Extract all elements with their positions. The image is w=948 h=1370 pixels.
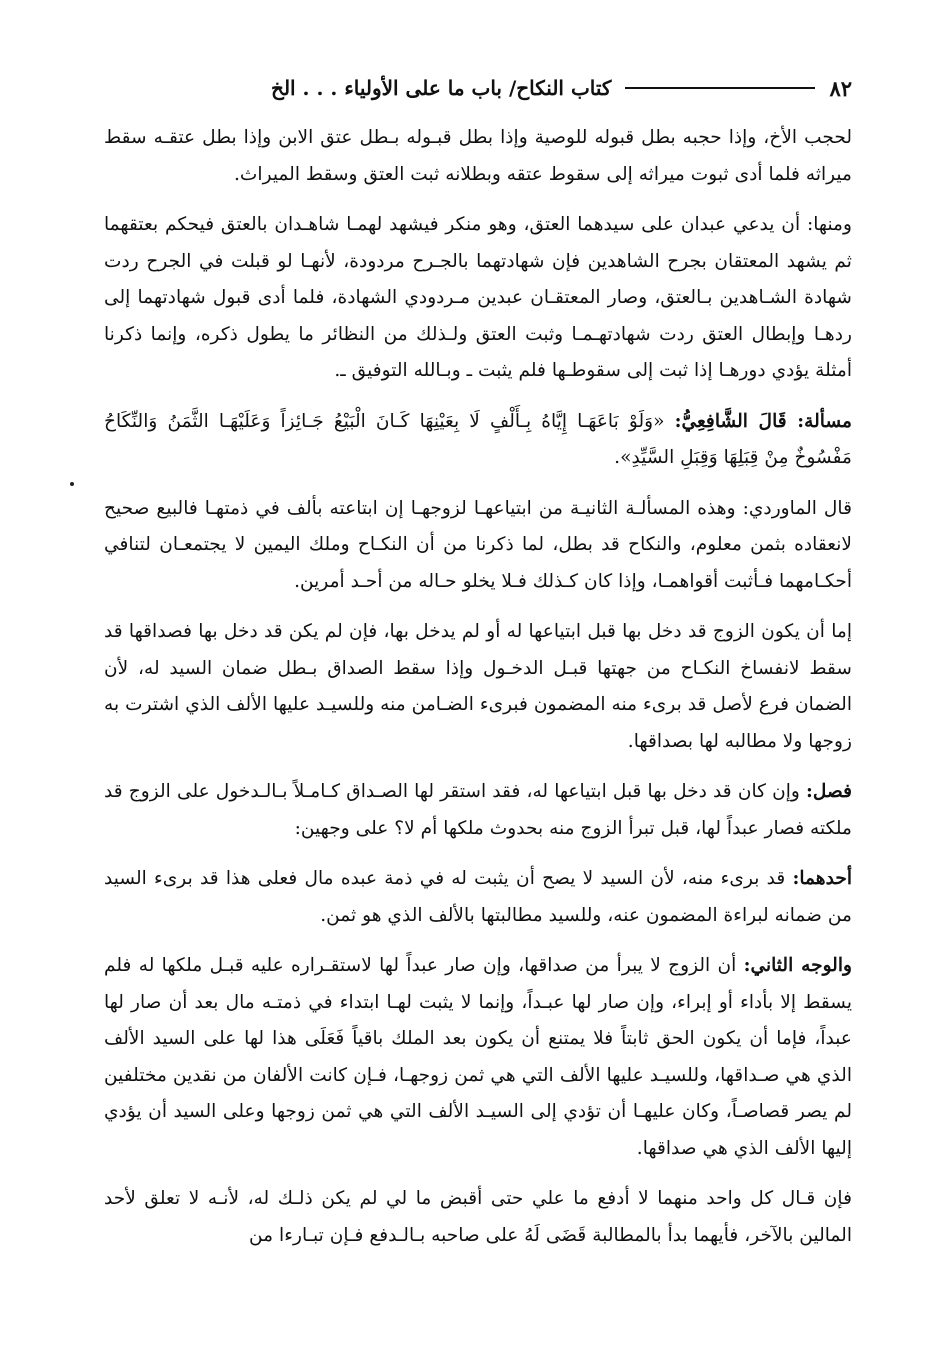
- paragraph: [104, 207, 852, 390]
- scan-speck: [70, 482, 74, 486]
- paragraph-lead: مسألة: قَالَ الشَّافِعِيُّ:: [674, 410, 852, 432]
- paragraph: [104, 948, 852, 1167]
- paragraph-lead: أحدهما:: [792, 868, 852, 889]
- paragraph-text: وإن كان قد دخل بها قبل ابتياعها له، فقد استقر لها الصـداق كـامـلاً بـالـدخول على الزوج قد ملكته فصار عبداً لها، قبل تبرأ الزوج منه بحدوث ملكها أم لا؟ على وجهين:: [104, 781, 852, 839]
- page-body: [104, 120, 852, 1254]
- page-number: ٨٢: [829, 75, 852, 101]
- paragraph-text: أن الزوج لا يبرأ من صداقها، وإن صار عبداً لها لاستقـراره عليه قبـل ملكها له فلم يسقط إلا بأداء أو إبراء، وإن صار لها عبـداً، وإنما لا يثبت لهـا ابتداء في ذمتـه مال بعد أن صار لها عبداً، فإما أن يكون الحق ثابتاً فلا يمتنع أن يكون بعد الملك باقياً فَعَلَى هذا لها على السيد الألف الذي هي صـداقها، وللسيـد عليها الألف التي هي ثمن زوجهـا، فـإن كانت الألفان من نقدين مختلفين لم يصر قصاصـاً، وكان عليهـا أن تؤدي إلى السيـد الألف التي هي ثمن زوجها وعلى السيد أن يؤدي إليها الألف الذي هي صداقها.: [104, 955, 852, 1159]
- paragraph: [104, 861, 852, 934]
- paragraph-text: ومنها: أن يدعي عبدان على سيدهما العتق، وهو منكر فيشهد لهمـا شاهـدان بالعتق فيحكم بعتقهما ثم يشهد المعتقان بجرح الشاهدين فإن شهادتهما بالجـرح مردودة، لأنهـا لو قبلت في الجرح ردت شهادة الشـاهدين بـالعتق، وصار المعتقـان عبدين مـردودي الشهادة، فلما أدى قبول شهادتهما إلى ردهـا وإبطال العتق ردت شهادتهـمـا وثبت العتق ولـذلك من النظائر ما يطول ذكره، وإنما ذكرنا أمثلة يؤدي دورهـا إذا ثبت إلى سقوطـها فلم يثبت ـ وبـالله التوفيق ـ.: [104, 214, 852, 381]
- paragraph: [104, 491, 852, 601]
- paragraph: [104, 614, 852, 760]
- paragraph-text: فإن قـال كل واحد منهما لا أدفع ما علي حتى أقبض ما لي لم يكن ذلـك له، لأنـه لا تعلق لأحد المالين بالآخر، فأيهما بدأ بالمطالبة قَضَى لَهُ على صاحبه بـالـدفع فـإن تبـارءا من: [104, 1188, 852, 1246]
- paragraph-lead: والوجه الثاني:: [743, 955, 852, 976]
- paragraph: [104, 1181, 852, 1254]
- paragraph: [104, 404, 852, 477]
- paragraph-text: لحجب الأخ، وإذا حجبه بطل قبوله للوصية وإذا بطل قبـوله بـطل عتق الابن وإذا بطل عتقـه سقط ميراثه فلما أدى ثبوت ميراثه إلى سقوط عتقه وبطلانه ثبت العتق وسقط الميراث.: [104, 127, 852, 185]
- paragraph-text: قال الماوردي: وهذه المسألـة الثانيـة من ابتياعهـا لزوجهـا إن ابتاعته بألف في ذمتهـا فالبيع صحيح لانعقاده بثمن معلوم، والنكاح قد بطل، لما ذكرنا من أن النكـاح وملك اليمين لا يجتمعـان لتنافي أحكـامهما فـأثبت أقواهمـا، وإذا كان كـذلك فـلا يخلو حـاله من أحـد أمرين.: [104, 497, 852, 592]
- paragraph: [104, 774, 852, 847]
- header-rule: [625, 87, 815, 89]
- paragraph-text: قد برىء منه، لأن السيد لا يصح أن يثبت له في ذمة عبده مال فعلى هذا قد برىء السيد من ضمانه لبراءة المضمون عنه، وللسيد مطالبتها بالألف الذي هو ثمن.: [104, 868, 852, 926]
- paragraph-text: إما أن يكون الزوج قد دخل بها قبل ابتياعها له أو لم يدخل بها، فإن لم يكن قد دخل بها فصداقها قد سقط لانفساخ النكـاح من جهتها قبـل الدخـول وإذا سقط الصداق بـطل ضمان السيد له، لأن الضمان فرع لأصل قد برىء منه المضمون فبرىء الضـامن منه وللسيـد عليها الألف الذي اشترت به زوجها ولا مطالبه لها بصداقها.: [104, 621, 852, 752]
- paragraph: [104, 120, 852, 193]
- paragraph-lead: فصل:: [806, 781, 852, 802]
- page-header: [104, 70, 852, 106]
- quote-text: «وَلَوْ بَاعَهَـا إِيَّاهُ بِـأَلْفٍ لَا بِعَيْنِهَا كَـانَ الْبَيْعُ جَـائِزاً وَعَلَيْهَـا الثَّمَنُ وَالنِّكَاحُ مَفْسُوخٌ مِنْ قِبَلِهَا وَقِبَلِ السَّيِّدِ».: [104, 410, 852, 468]
- running-title: كتاب النكاح/ باب ما على الأولياء . . . الخ: [271, 76, 612, 100]
